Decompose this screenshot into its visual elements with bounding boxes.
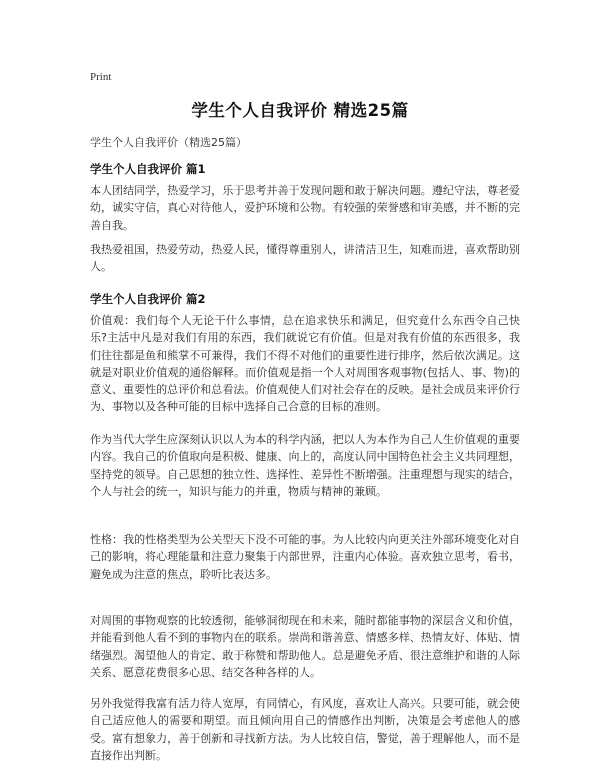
document-subtitle: 学生个人自我评价（精选25篇） xyxy=(90,136,247,149)
paragraph: 作为当代大学生应深刻认识以人为本的科学内涵，把以人为本作为自己人生价值观的重要内容。我自己的价值取向是积极、健康、向上的，高度认同中国特色社会主义共同理想，坚持党的领导。自己思想的独立性、选择性、差异性不断增强。注重理想与现实的结合，个人与社会的统一，知识与能力的并重，物质与精神的兼顾。 xyxy=(90,433,520,498)
paragraph: 性格：我的性格类型为公关型天下没不可能的事。为人比较内向更关注外部环境变化对自己的影响，将心理能量和注意力聚集于内部世界，注重内心体验。喜欢独立思考，看书，避免成为注意的焦点，聆听比表达多。 xyxy=(90,533,520,581)
paragraph: 另外我觉得我富有活力待人宽厚，有同情心，有风度，喜欢让人高兴。只要可能，就会使自己适应他人的需要和期望。而且倾向用自己的情感作出判断，决策是会考虑他人的感受。富有想象力，善于创新和寻找新方法。为人比较自信，警觉，善于理解他人，而不是直接作出判断。 xyxy=(90,697,520,762)
page-title: 学生个人自我评价 精选25篇 xyxy=(191,101,409,120)
print-link[interactable]: Print xyxy=(90,71,112,83)
section-heading-2: 学生个人自我评价 篇2 xyxy=(90,292,206,306)
paragraph: 价值观：我们每个人无论干什么事情，总在追求快乐和满足，但究竟什么东西令自己快乐?主活中凡是对我们有用的东西，我们就说它有价值。但是对我有价值的东西很多，我们往往都是鱼和熊掌不可兼得，我们不得不对他们的重要性进行排序，然后依次满足。这就是对职业价值观的通俗解释。而价值观是指一个人对周围客观事物(包括人、事、物)的意义、重要性的总评价和总看法。价值观使人们对社会存在的反映。是社会成员来评价行为、事物以及各种可能的目标中选择自己合意的目标的准则。 xyxy=(90,314,520,414)
paragraph: 对周围的事物观察的比较透彻，能够洞彻现在和未来，随时都能事物的深层含义和价值，并能看到他人看不到的事物内在的联系。崇尚和谐善意、情感多样、热情友好、体贴、情绪强烈。渴望他人的肯定、敢于称赞和帮助他人。总是避免矛盾、很注意维护和谐的人际关系、愿意花费很多心思、结交各种各样的人。 xyxy=(90,614,520,679)
section-heading-1: 学生个人自我评价 篇1 xyxy=(90,162,206,176)
paragraph: 我热爱祖国，热爱劳动，热爱人民，懂得尊重别人，讲清洁卫生，知难而进，喜欢帮助别人。 xyxy=(90,243,520,274)
paragraph: 本人团结同学，热爱学习，乐于思考并善于发现问题和敢于解决问题。遵纪守法，尊老爱幼，诚实守信，真心对待他人，爱护环境和公物。有较强的荣誉感和审美感，并不断的完善自我。 xyxy=(90,184,520,232)
